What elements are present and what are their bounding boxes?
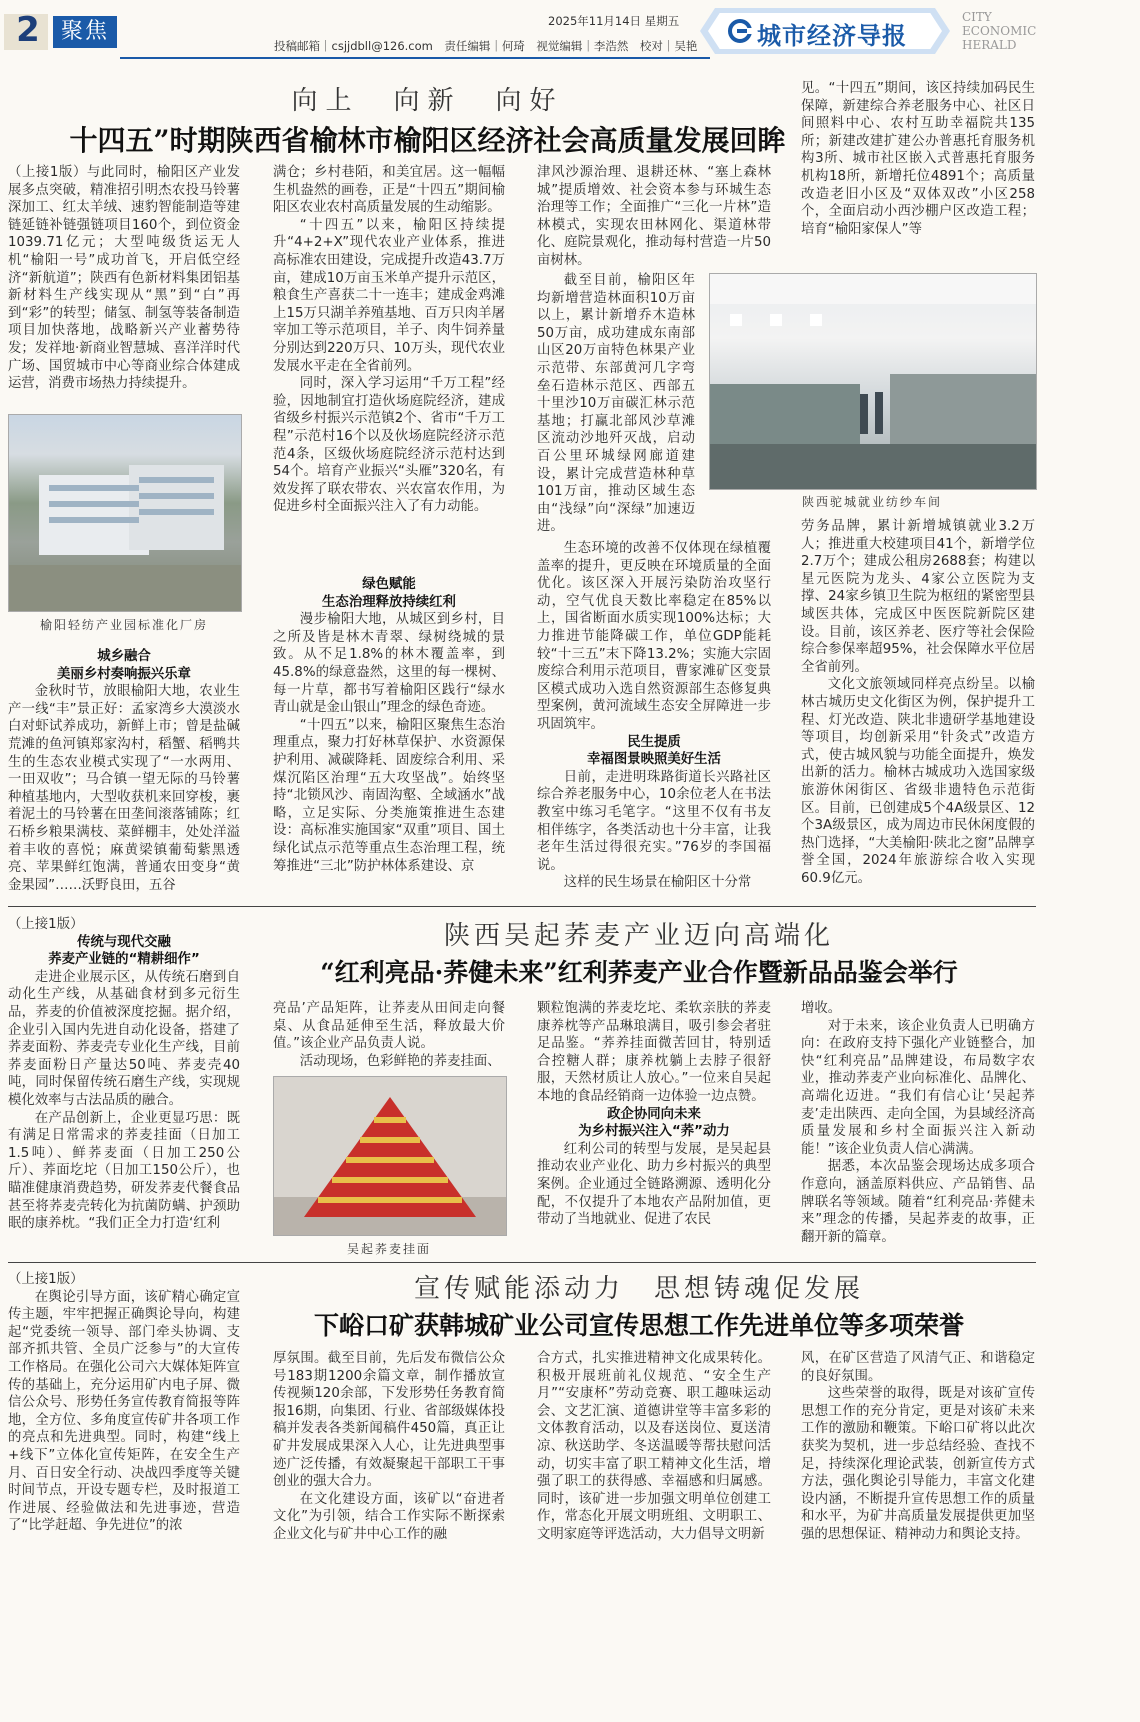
article1-col4-bottom: 劳务品牌，累计新增城镇就业3.2万人；推进重大校建项目41个，新增学位2.7万个；建成公租房2688套；构建以星元医院为龙头、4家公立医院为支撑、24家乡镇卫生院为枢纽的紧密型县域医共体，完成区中医医院新院区建设。目前，该区养老、医疗等社会保险综合参保率超95%，社会保障水平位居全省前列。 文化文旅领域同样亮点纷呈。以榆林古城历史文化街区为例，保护提升工程、灯光改造、陕北非遗研学基地建设等项目，均创新采用“针灸式”改造方式，使古城风貌与功能全面提升，焕发出新的活力。榆林古城成功入选国家级旅游休闲街区、省级非遗特色示范街区。目前，已创建成5个4A级景区、12个3A级景区，成为周边市民休闲度假的热门选择，“大美榆阳·陕北之窗”品牌享誉全国，2024年旅游综合收入实现60.9亿元。 [801,519,1035,886]
article1-col2: 满仓；乡村巷陌，和美宜居。这一幅幅生机盎然的画卷，正是“十四五”期间榆阳区农业农村高质量发展的生动缩影。 “十四五”以来，榆阳区持续提升“4+2+X”现代农业产业体系，推进高标准农田建设，完成提升改造43.7万亩，建成10万亩玉米单产提升示范区，粮食生产喜获二十一连丰；建成金鸡滩上15万只湖羊养殖基地、百万只肉羊屠宰加工等示范项目，羊子、肉牛饲养量分别达到220万只、10万头，现代农业发展水平走在全省前列。 同时，深入学习运用“千万工程”经验，因地制宜打造伙场庭院经济，建成省级乡村振兴示范镇2个、省市“千万工程”示范村16个以及伙场庭院经济示范范4条，区级伙场庭院经济示范村达到54个。培育产业振兴“头雁”320名，有效发挥了联农带农、兴农富农作用，为促进乡村全面振兴注入了有力动能。 [273,165,505,515]
article2-photo-caption: 吴起荞麦挂面 [346,1242,431,1256]
article1-photo-textile-caption: 陕西驼城就业纺纱车间 [801,495,942,509]
article2-kicker: 陕西吴起荞麦产业迈向高端化 [443,921,834,951]
article1-col4-top: 见。“十四五”期间，该区持续加码民生保障，新建综合养老服务中心、社区日间照料中心、农村互助幸福院共135所；新建改建扩建公办普惠托育服务机构3所、城市社区嵌入式普惠托育服务机构18所，新增托位4891个；高质量改造老旧小区及“双体双改”小区258个，全面启动小西沙棚户区改造工程；培育“榆阳家保人”等 [801,81,1035,237]
divider-article1-article2 [8,906,1036,907]
article2-col2: 亮品’产品矩阵，让荞麦从田间走向餐桌、从食品延伸至生活，释放最大价值。”该企业产品负责人说。 活动现场，色彩鲜艳的荞麦挂面、 [273,1001,505,1069]
article1-photo-factory [8,414,242,612]
article2-col1: （上接1版） 传统与现代交融 荞麦产业链的“精耕细作” 走进企业展示区，从传统石磨到自动化生产线，从基础食材到多元衍生品，荞麦的价值被深度挖掘。据介绍，企业引入国内先进自动化设备，搭建了荞麦面粉、荞麦壳专业化生产线，目前荞麦面粉日产量达50吨、荞麦壳40吨，同时保留传统石磨生产线，实现规模化效率与古法品质的融合。 在产品创新上，企业更显巧思：既有满足日常需求的荞麦挂面（日加工1.5吨）、鲜荞麦面（日加工250公斤）、荞面圪坨（日加工150公斤），也瞄准健康消费趋势，研发荞麦代餐食品甚至将荞麦壳转化为抗菌防螨、护颈助眠的康养枕。“我们正全力打造‘红利 [8,917,240,1232]
article1-col3-top: 津风沙源治理、退耕还林、“塞上森林城”提质增效、社会资本参与环城生态治理等工作；全面推广“三化一片林”造林模式，实现农田林网化、渠道林带化、庭院景观化，推动每村营造一片50亩树林。 [537,165,771,268]
article1-col3-narrow: 截至目前，榆阳区年均新增营造林面积10万亩以上，累计新增乔木造林50万亩，成功建成东南部山区20万亩特色林果产业示范带、东部黄河几字弯垒石造林示范区、西部五十里沙10万亩碳汇林示范基地；打赢北部风沙草滩区流动沙地歼灭战，启动百公里环城绿网廊道建设，累计完成营造林种草101万亩，推动区域生态由“浅绿”向“深绿”加速迈进。 [537,273,695,535]
article1-headline: 十四五”时期陕西省榆林市榆阳区经济社会高质量发展回眸 [69,124,786,157]
article1-col3-bottom: 生态环境的改善不仅体现在绿植覆盖率的提升，更反映在环境质量的全面优化。该区深入开展污染防治攻坚行动，空气优良天数比率稳定在85%以上，国省断面水质实现100%达标；大力推进节能降碳工作，单位GDP能耗较“十三五”末下降13.2%；实施大宗固废综合利用示范项目，曹家滩矿区变景区模式成功入选自然资源部生态修复典型案例，黄河流域生态安全屏障进一步巩固筑牢。 民生提质 幸福图景映照美好生活 日前，走进明珠路街道长兴路社区综合养老服务中心，10余位老人在书法教室中练习毛笔字。“这里不仅有书友相伴练字，各类活动也十分丰富，让我老年生活过得很充实。”76岁的李国福说。 这样的民生场景在榆阳区十分常 [537,541,771,891]
article3-col4: 风，在矿区营造了风清气正、和谐稳定的良好氛围。 这些荣誉的取得，既是对该矿宣传思想工作的充分肯定，更是对该矿未来工作的激励和鞭策。下峪口矿将以此次获奖为契机，进一步总结经验、查找不足，持续深化理论武装，创新宣传方式方法，强化舆论引导能力，丰富文化建设内涵，不断提升宣传思想工作的质量和水平，为矿井高质量发展提供更加坚强的思想保证、精神动力和舆论支持。 [801,1351,1035,1542]
masthead-logo-icon [727,19,753,43]
article2-col4: 增收。 对于未来，该企业负责人已明确方向：在政府支持下强化产业链整合，加快“红利亮品”品牌建设，布局数字农业，推动荞麦产业向标准化、品牌化、高端化迈进。“我们有信心让‘吴起荞麦’走出陕西、走向全国，为县域经济高质量发展和乡村全面振兴注入新动能！”该企业负责人信心满满。 据悉，本次品鉴会现场达成多项合作意向，涵盖原料供应、产品销售、品牌联名等领域。随着“红利亮品·荞健未来”理念的传播，吴起荞麦的故事，正翻开新的篇章。 [801,1001,1035,1245]
article2-col3: 颗粒饱满的荞麦圪坨、柔软亲肤的荞麦康养枕等产品琳琅满目，吸引参会者驻足品鉴。“荞养挂面微苦回甘，特别适合控糖人群；康养枕躺上去脖子很舒服，天然材质让人放心。”一位来自吴起本地的食品经销商一边体验一边点赞。 政企协同向未来 为乡村振兴注入“荞”动力 红利公司的转型与发展，是吴起县推动农业产业化、助力乡村振兴的典型案例。企业通过全链路溯源、透明化分配，不仅提升了本地农产品附加值，更带动了当地就业、促进了农民 [537,1001,771,1228]
section-label: 聚焦 [53,16,117,48]
article2-headline: “红利亮品·荞健未来”红利荞麦产业合作暨新品品鉴会举行 [320,958,958,987]
page-number: 2 [16,10,40,50]
article2-photo-noodles [273,1076,507,1236]
article1-col1-bottom: 城乡融合 美丽乡村奏响振兴乐章 金秋时节，放眼榆阳大地，农业生产一线“丰”景正好：孟家湾乡大漠淡水白对虾试养成功，新鲜上市；曾是盐碱荒滩的鱼河镇郑家沟村，稻蟹、稻鸭共生的生态农业模式实现了“一水两用、一田双收”；马合镇一望无际的马铃薯种植基地内，大型收获机来回穿梭，裹着泥土的马铃薯在田垄间滚落铺陈；红石桥乡粮果满枝、菜鲜棚丰，处处洋溢着丰收的喜悦；麻黄梁镇葡萄紫黑透亮、苹果鲜红饱满，普通农田变身“黄金果园”……沃野良田，五谷 [8,649,240,893]
article1-photo-factory-caption: 榆阳轻纺产业园标准化厂房 [39,618,208,632]
divider-article2-article3 [8,1262,1036,1263]
article3-kicker: 宣传赋能添动力 思想铸魂促发展 [413,1274,864,1304]
article3-col1: （上接1版） 在舆论引导方面，该矿精心确定宣传主题，牢牢把握正确舆论导向，构建起“党委统一领导、部门牵头协调、支部齐抓共管、全员广泛参与”的大宣传工作格局。在强化公司六大媒体矩阵宣传的基础上，充分运用矿内电子屏、微信公众号、形势任务宣传教育简报等阵地，全方位、多角度宣传矿井各项工作的亮点和先进典型。同时，构建“线上+线下”立体化宣传矩阵，在安全生产月、百日安全行动、决战四季度等关键时间节点，开设专题专栏，及时报道工作进展、经验做法和先进事迹，营造了“比学赶超、争先进位”的浓 [8,1272,240,1534]
header-date: 2025年11月14日 星期五 [548,14,680,28]
article1-col2-bottom: 绿色赋能 生态治理释放持续红利 漫步榆阳大地，从城区到乡村，目之所及皆是林木青翠、绿树绕城的景致。从不足1.8%的林木覆盖率，到45.8%的绿意盎然，这里的每一棵树、每一片草，都书写着榆阳区践行“绿水青山就是金山银山”理念的绿色奇迹。 “十四五”以来，榆阳区聚焦生态治理重点，聚力打好林草保护、水资源保护利用、减碳降耗、固废综合利用、采煤沉陷区治理“五大攻坚战”。始终坚持“北锁风沙、南固沟壑、全域涵水”战略，立足实际、分类施策推进生态建设：高标准实施国家“双重”项目、国土绿化试点示范等重点生态治理工程，统筹推进“三北”防护林体系建设、京 [273,577,505,874]
header-divider-line [120,57,710,59]
masthead-english: CITY ECONOMIC HERALD [962,10,1037,52]
article3-headline: 下峪口矿获韩城矿业公司宣传思想工作先进单位等多项荣誉 [313,1311,964,1340]
article1-kicker: 向上 向新 向好 [291,86,564,116]
masthead-title: 城市经济导报 [757,22,907,50]
article3-col3: 合方式，扎实推进精神文化成果转化。积极开展班前礼仪规范、“安全生产月”“安康杯”劳动竞赛、职工趣味运动会、文艺汇演、道德讲堂等丰富多彩的文体教育活动，以及春送岗位、夏送清凉、秋送助学、冬送温暖等帮扶慰问活动，切实丰富了职工精神文化生活，增强了职工的获得感、幸福感和归属感。同时，该矿进一步加强文明单位创建工作，常态化开展文明班组、文明职工、文明家庭等评选活动，大力倡导文明新 [537,1351,771,1542]
article1-photo-textile [709,273,1037,490]
header-contacts: 投稿邮箱｜csjjdbll@126.com 责任编辑｜何琦 视觉编辑｜李浩然 校对｜吴艳 [274,39,698,53]
article1-col1-top: （上接1版）与此同时，榆阳区产业发展多点突破，精准招引明杰农投马铃薯深加工、红太羊绒、速豹智能制造等建链延链补链强链项目160个，到位资金1039.71亿元；大型吨级货运无人机“榆阳一号”成功首飞，开启低空经济“新航道”；陕西有色新材料集团铝基新材料生产线实现从“黑”到“白”再到“彩”的转型；储氢、制氢等装备制造项目加快落地，战略新兴产业蓄势待发；发祥地·新商业智慧城、喜洋洋时代广场、国贸城市中心等商业综合体建成运营，消费市场热力持续提升。 [8,165,240,392]
article3-col2: 厚氛围。截至目前，先后发布微信公众号183期1200余篇文章，制作播放宣传视频120余部，下发形势任务教育简报16期，向集团、行业、省部级媒体投稿并发表各类新闻稿件450篇，真正让矿井发展成果深入人心，让先进典型事迹广泛传播，有效凝聚起干部职工干事创业的强大合力。 在文化建设方面，该矿以“奋进者文化”为引领，结合工作实际不断探索企业文化与矿井中心工作的融 [273,1351,505,1542]
